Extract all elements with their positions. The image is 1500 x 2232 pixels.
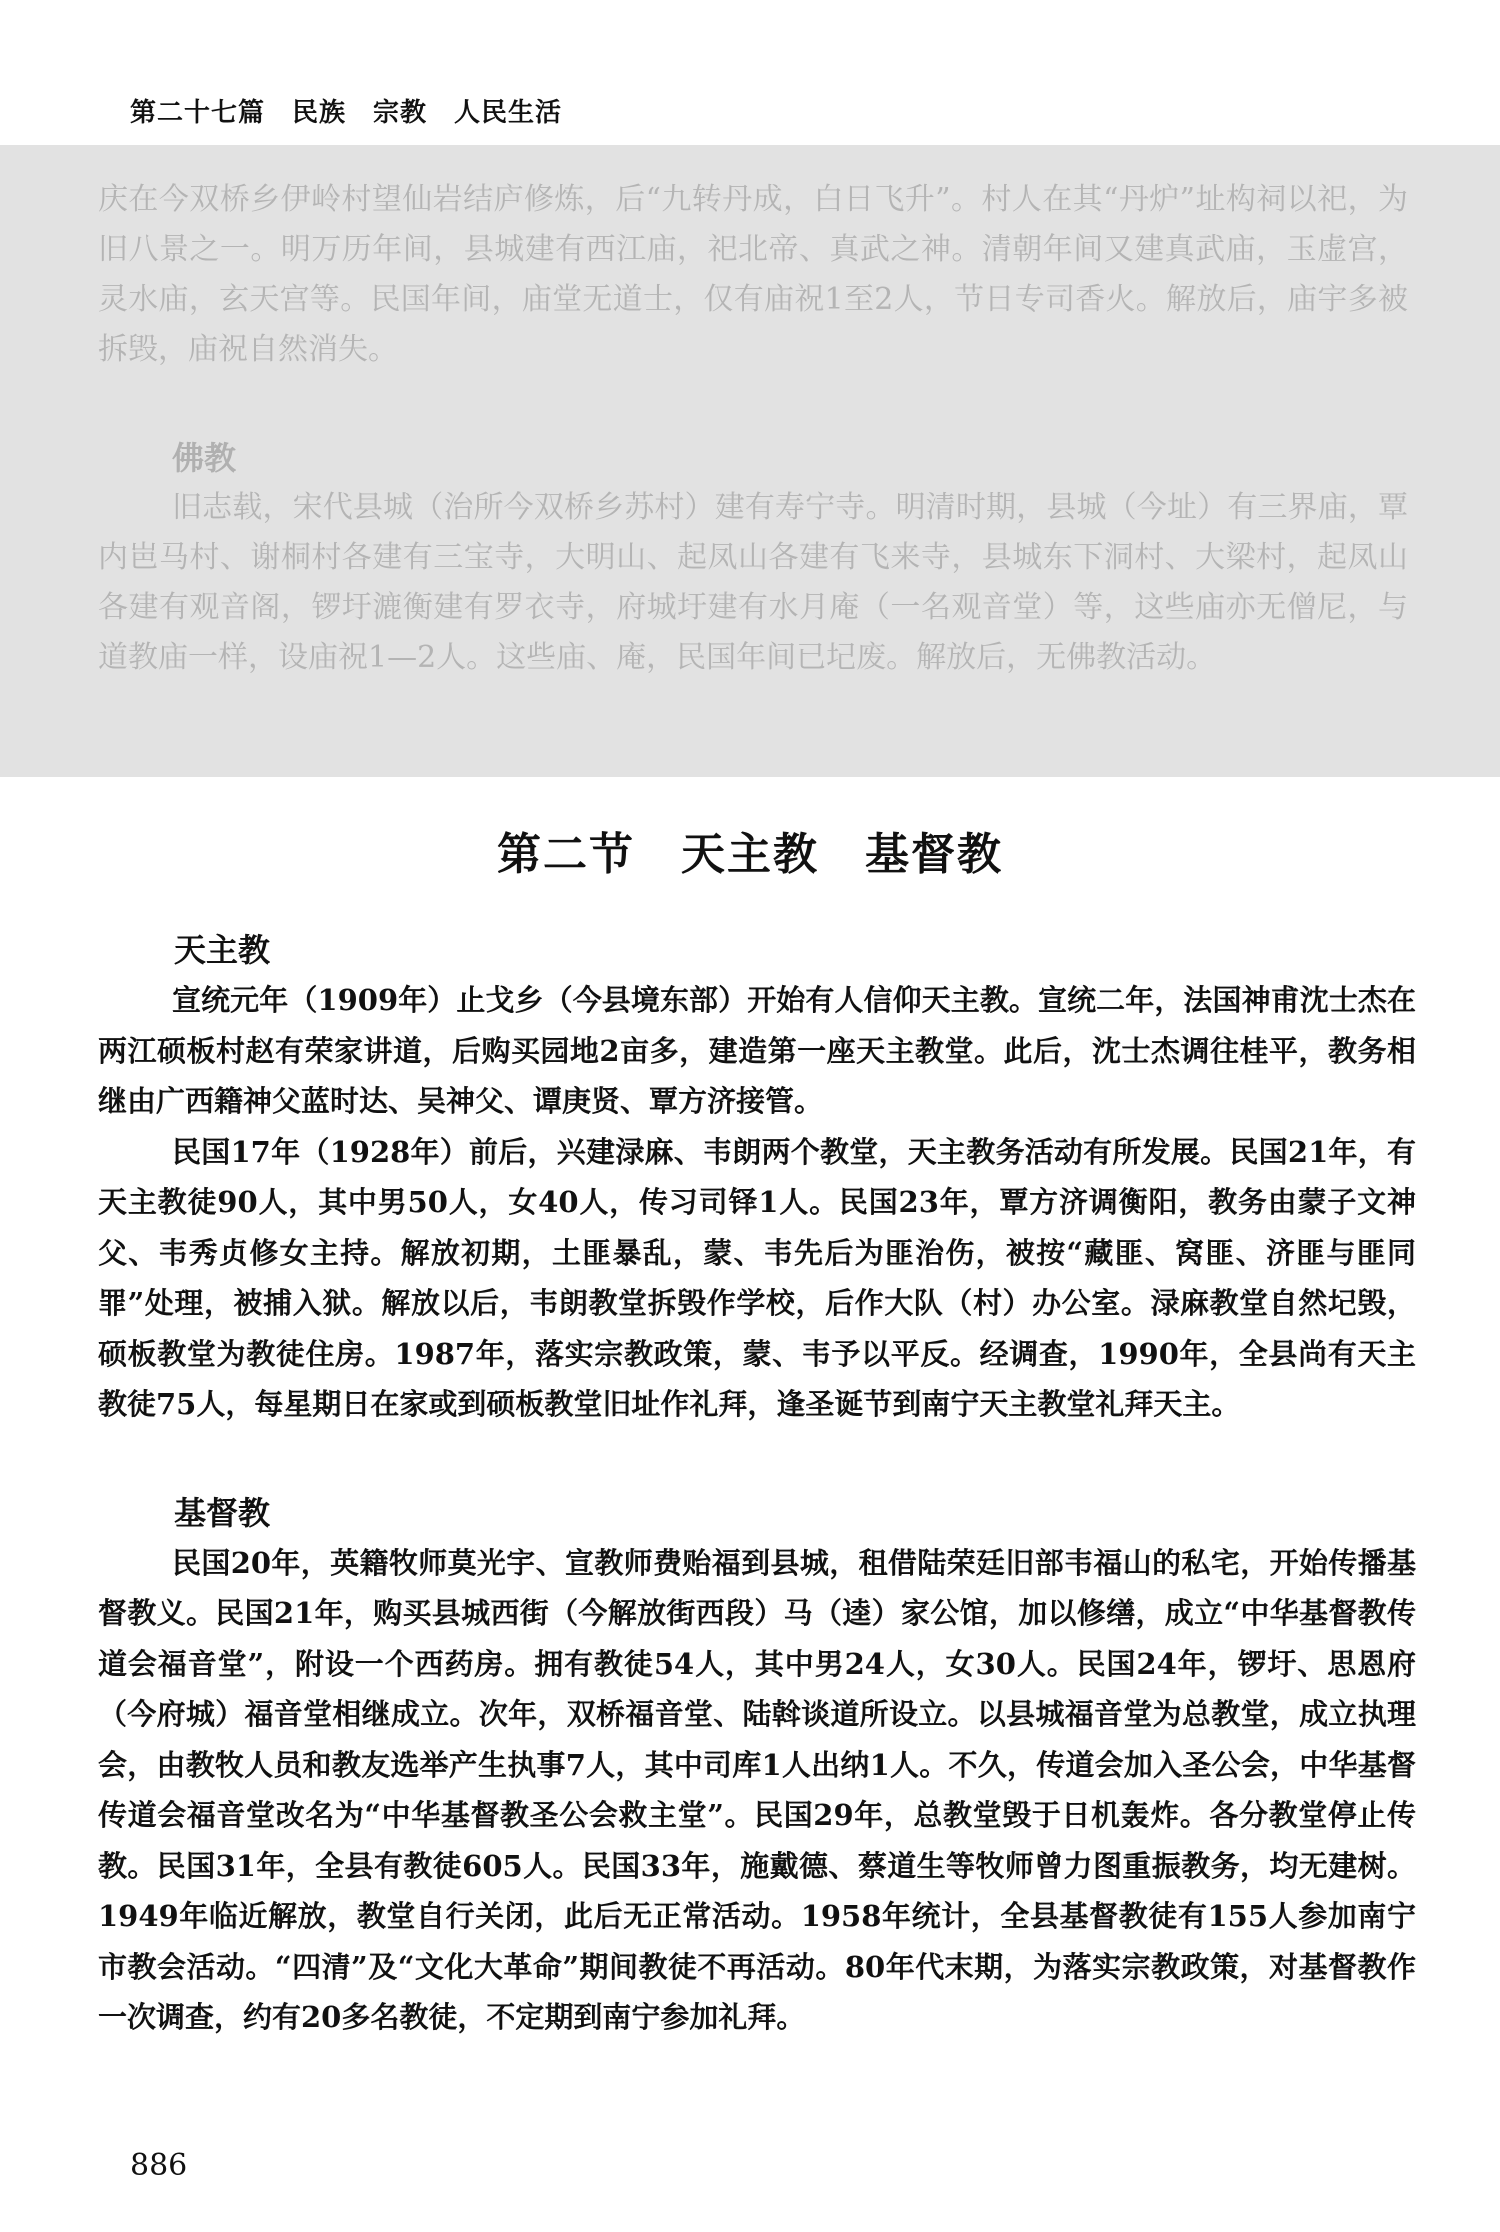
buddhism-heading: 佛教 bbox=[172, 439, 237, 477]
section-spacer bbox=[98, 1430, 1416, 1488]
faded-gray-section bbox=[0, 145, 1500, 777]
section-title: 第二节 天主教 基督教 bbox=[497, 829, 1003, 880]
catholic-paragraph-1: 宣统元年（1909年）止戈乡（今县境东部）开始有人信仰天主教。宣统二年，法国神甫沈士杰在两江硕板村赵有荣家讲道，后购买园地2亩多，建造第一座天主教堂。此后，沈士杰调往桂平，教务相继由广西籍神父蓝时达、吴神父、谭庚贤、覃方济接管。 bbox=[98, 983, 1416, 1118]
catholic-heading: 天主教 bbox=[174, 931, 271, 969]
catholic-paragraph-2: 民国17年（1928年）前后，兴建渌麻、韦朗两个教堂，天主教务活动有所发展。民国21年，有天主教徒90人，其中男50人，女40人，传习司铎1人。民国23年，覃方济调衡阳，教务由蒙子文神父、韦秀贞修女主持。解放初期，土匪暴乱，蒙、韦先后为匪治伤，被按“藏匪、窝匪、济匪与匪同罪”处理，被捕入狱。解放以后，韦朗教堂拆毁作学校，后作大队（村）办公室。渌麻教堂自然圮毁，硕板教堂为教徒住房。1987年，落实宗教政策，蒙、韦予以平反。经调查，1990年，全县尚有天主教徒75人，每星期日在家或到硕板教堂旧址作礼拜，逢圣诞节到南宁天主教堂礼拜天主。 bbox=[98, 1134, 1416, 1421]
christian-heading: 基督教 bbox=[174, 1493, 271, 1532]
running-header: 第二十七篇 民族 宗教 人民生活 bbox=[130, 98, 563, 128]
christian-paragraph-1: 民国20年，英籍牧师莫光宇、宣教师费贻福到县城，租借陆荣廷旧部韦福山的私宅，开始传播基督教义。民国21年，购买县城西街（今解放街西段）马（逵）家公馆，加以修缮，成立“中华基督教传道会福音堂”，附设一个西药房。拥有教徒54人，其中男24人，女30人。民国24年，锣圩、思恩府（今府城）福音堂相继成立。次年，双桥福音堂、陆斡谈道所设立。以县城福音堂为总教堂，成立执理会，由教牧人员和教友选举产生执事7人，其中司库1人出纳1人。不久，传道会加入圣公会，中华基督传道会福音堂改名为“中华基督教圣公会救主堂”。民国29年，总教堂毁于日机轰炸。各分教堂停止传教。民国31年，全县有教徒605人。民国33年，施戴德、蔡道生等牧师曾力图重振教务，均无建树。1949年临近解放，教堂自行关闭，此后无正常活动。1958年统计，全县基督教徒有155人参加南宁市教会活动。“四清”及“文化大革命”期间教徒不再活动。80年代末期，为落实宗教政策，对基督教作一次调查，约有20多名教徒，不定期到南宁参加礼拜。 bbox=[98, 1545, 1416, 2034]
main-content bbox=[98, 925, 1416, 2043]
taoism-paragraph: 庆在今双桥乡伊岭村望仙岩结庐修炼，后“九转丹成，白日飞升”。村人在其“丹炉”址构祠以祀，为旧八景之一。明万历年间，县城建有西江庙，祀北帝、真武之神。清朝年间又建真武庙，玉虚宫，灵水庙，玄天宫等。民国年间，庙堂无道士，仅有庙祝1至2人，节日专司香火。解放后，庙宇多被拆毁，庙祝自然消失。 bbox=[98, 182, 1408, 367]
page-number: 886 bbox=[130, 2148, 188, 2183]
buddhism-paragraph: 旧志载，宋代县城（治所今双桥乡苏村）建有寿宁寺。明清时期，县城（今址）有三界庙，覃内岜马村、谢桐村各建有三宝寺，大明山、起凤山各建有飞来寺，县城东下洞村、大梁村，起凤山各建有观音阁，锣圩漉衡建有罗衣寺，府城圩建有水月庵（一名观音堂）等，这些庙亦无僧尼，与道教庙一样，设庙祝1—2人。这些庙、庵，民国年间已圮废。解放后，无佛教活动。 bbox=[98, 490, 1408, 675]
